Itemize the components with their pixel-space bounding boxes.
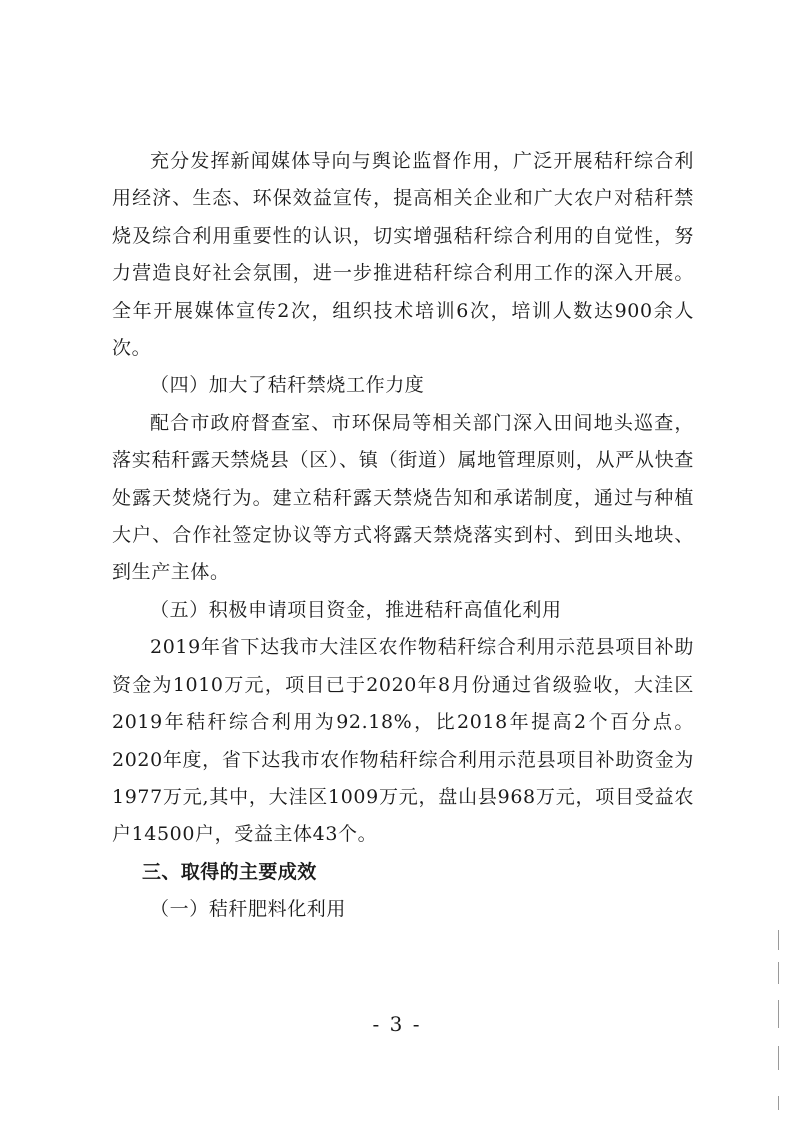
scan-edge-mark <box>778 1096 779 1110</box>
scan-edge-mark <box>778 1046 779 1070</box>
subheading-project-funding: （五）积极申请项目资金，推进秸秆高值化利用 <box>150 598 562 621</box>
scan-edge-mark <box>778 930 779 950</box>
paragraph-funding-details: 2019年省下达我市大洼区农作物秸秆综合利用示范县项目补助资金为1010万元，项目已于2020年8月份通过省级验收，大洼区2019年秸秆综合利用为92.18%，比2018年提高2个百分点。2020年度，省下达我市农作物秸秆综合利用示范县项目补助资金为1977万元,其中，大洼区1009万元，盘山县968万元，项目受益农户14500户，受益主体43个。 <box>112 636 694 846</box>
subheading-straw-fertilizer: （一）秸秆肥料化利用 <box>150 898 347 921</box>
scan-edge-mark <box>778 1000 779 1028</box>
section-heading-main-results: 三、取得的主要成效 <box>142 860 317 883</box>
subheading-straw-burning-ban: （四）加大了秸秆禁烧工作力度 <box>150 374 425 397</box>
paragraph-burning-inspection: 配合市政府督查室、市环保局等相关部门深入田间地头巡查，落实秸秆露天禁烧县（区）、镇（街道）属地管理原则，从严从快查处露天焚烧行为。建立秸秆露天禁烧告知和承诺制度，通过与种植大户、合作社签定协议等方式将露天禁烧落实到村、到田头地块、到生产主体。 <box>112 411 694 584</box>
document-body <box>112 143 694 929</box>
paragraph-media-publicity: 充分发挥新闻媒体导向与舆论监督作用，广泛开展秸秆综合利用经济、生态、环保效益宣传，提高相关企业和广大农户对秸秆禁烧及综合利用重要性的认识，切实增强秸秆综合利用的自觉性，努力营造良好社会氛围，进一步推进秸秆综合利用工作的深入开展。全年开展媒体宣传2次，组织技术培训6次，培训人数达900余人次。 <box>112 150 694 360</box>
page-number: - 3 - <box>372 1012 422 1036</box>
scan-edge-mark <box>778 962 779 984</box>
